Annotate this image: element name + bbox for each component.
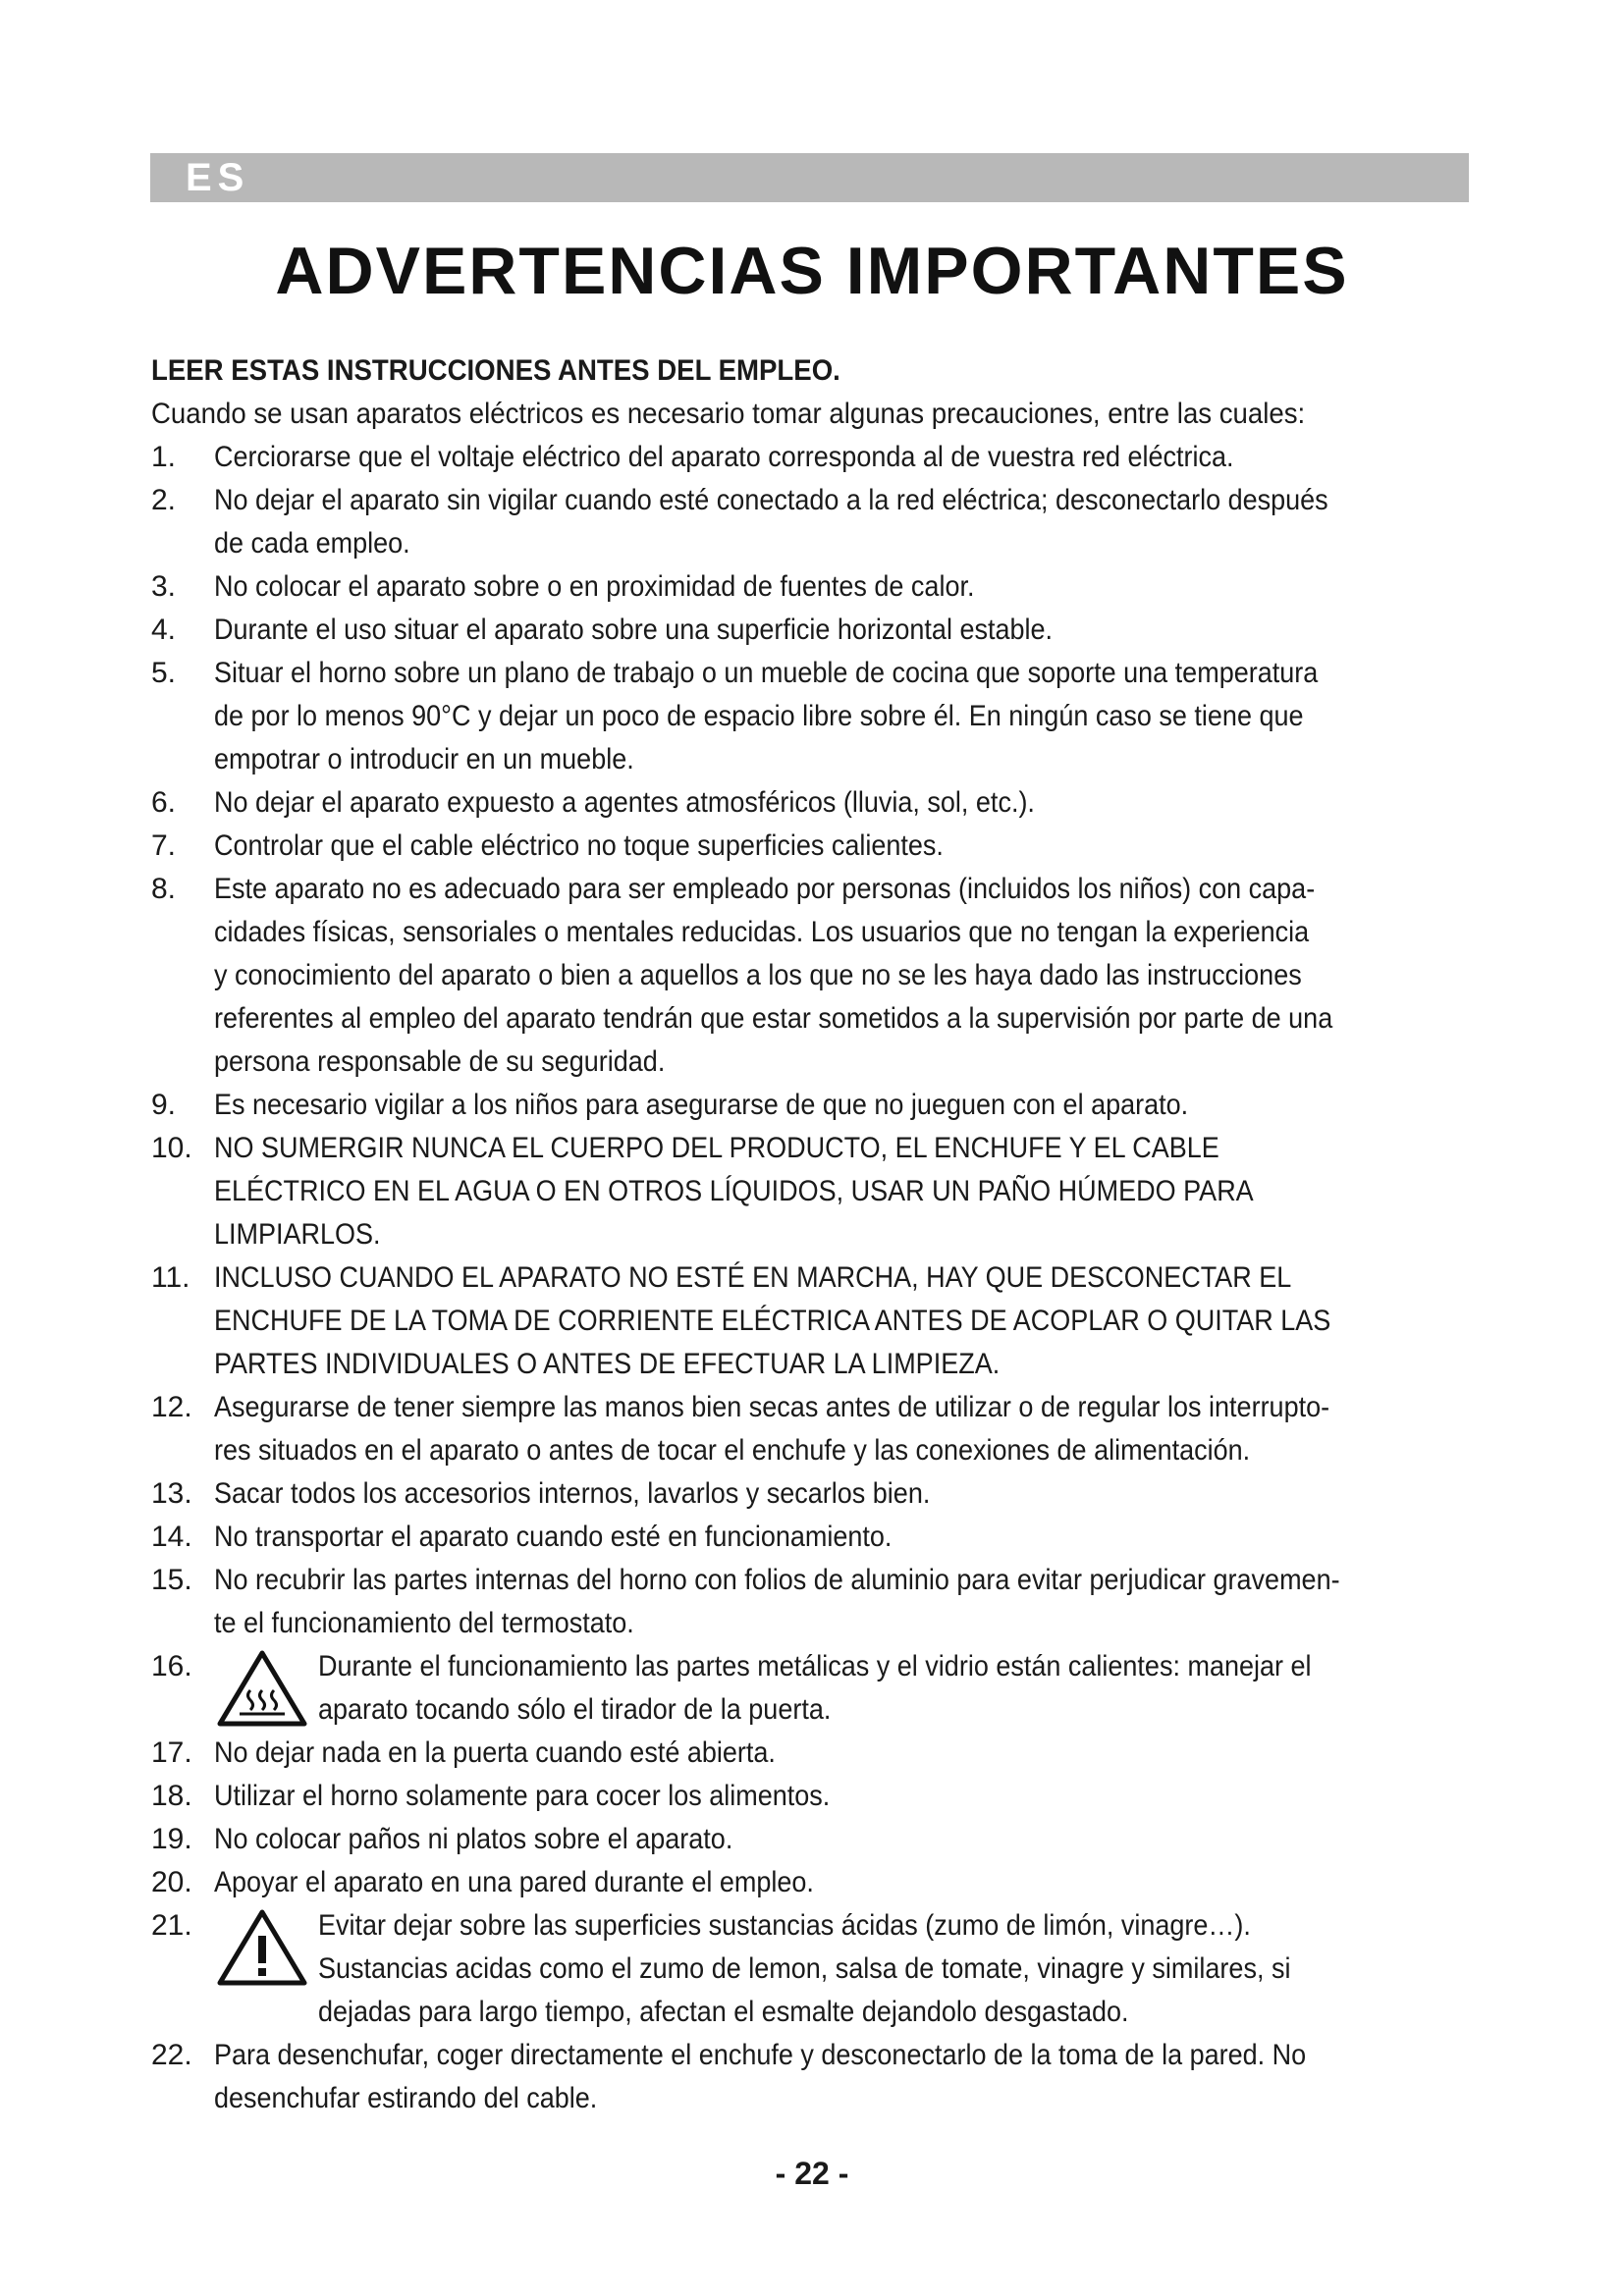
item-text [214,781,1545,825]
item-text [214,479,1545,565]
item-number: 20. [151,1866,192,1898]
page-number: - 22 - [775,2156,849,2191]
item-text [214,868,1545,1084]
item-line: Durante el funcionamiento las partes metálicas y el vidrio están calientes: manejar el [318,1650,1312,1682]
item-text [214,1256,1545,1386]
item-line: Sacar todos los accesorios internos, lavarlos y secarlos bien. [214,1477,931,1510]
item-line: Durante el uso situar el aparato sobre una superficie horizontal estable. [214,614,1054,646]
item-text [214,1127,1545,1256]
item-text [214,1732,1545,1775]
item-text [214,1818,1545,1861]
item-text [214,652,1545,781]
item-number: 17. [151,1736,192,1769]
list-item [151,479,1545,565]
list-item [151,1256,1545,1386]
warning-icon [216,1908,308,1987]
item-number: 5. [151,657,177,689]
item-line: Cerciorarse que el voltaje eléctrico del aparato corresponda al de vuestra red eléctrica. [214,441,1234,473]
language-code: ES [186,156,250,199]
list-item [151,1127,1545,1256]
item-text [214,1386,1545,1472]
item-line: Apoyar el aparato en una pared durante el empleo. [214,1866,814,1898]
item-number: 15. [151,1564,192,1596]
item-text [214,565,1545,609]
list-item [151,1472,1545,1516]
item-line: aparato tocando sólo el tirador de la puerta. [318,1693,832,1726]
item-number: 13. [151,1477,192,1510]
item-text [214,1775,1545,1818]
item-number: 12. [151,1391,192,1423]
item-line: dejadas para largo tiempo, afectan el esmalte dejandolo desgastado. [318,1996,1129,2028]
list-item [151,2034,1545,2120]
item-line: te el funcionamiento del termostato. [214,1607,634,1639]
list-item [151,1861,1545,1904]
list-item [151,1775,1545,1818]
item-number: 8. [151,873,177,905]
item-line: cidades físicas, sensoriales o mentales reducidas. Los usuarios que no tengan la experiencia [214,916,1310,948]
item-number: 10. [151,1132,192,1164]
intro-text: Cuando se usan aparatos eléctricos es necesario tomar algunas precauciones, entre las cuales: [151,398,1306,430]
item-line: LIMPIARLOS. [214,1218,381,1251]
list-item [151,1904,1545,2034]
item-line: Controlar que el cable eléctrico no toque superficies calientes. [214,829,944,862]
page-title: ADVERTENCIAS IMPORTANTES [275,234,1349,308]
list-item [151,609,1545,652]
item-number: 3. [151,570,177,603]
item-line: No colocar el aparato sobre o en proximidad de fuentes de calor. [214,570,975,603]
list-item [151,1084,1545,1127]
item-line: NO SUMERGIR NUNCA EL CUERPO DEL PRODUCTO, EL ENCHUFE Y EL CABLE [214,1132,1219,1164]
item-line: Es necesario vigilar a los niños para asegurarse de que no jueguen con el aparato. [214,1089,1189,1121]
item-line: res situados en el aparato o antes de tocar el enchufe y las conexiones de alimentación. [214,1434,1251,1467]
item-number: 19. [151,1823,192,1855]
item-text [214,1472,1545,1516]
item-text [318,1904,1545,2034]
item-number: 18. [151,1780,192,1812]
item-line: No dejar nada en la puerta cuando esté abierta. [214,1736,776,1769]
item-line: ELÉCTRICO EN EL AGUA O EN OTROS LÍQUIDOS, USAR UN PAÑO HÚMEDO PARA [214,1175,1254,1207]
item-number: 6. [151,786,177,819]
item-line: PARTES INDIVIDUALES O ANTES DE EFECTUAR LA LIMPIEZA. [214,1348,1001,1380]
item-number: 14. [151,1521,192,1553]
section-heading: LEER ESTAS INSTRUCCIONES ANTES DEL EMPLEO. [151,354,840,387]
item-line: referentes al empleo del aparato tendrán que estar sometidos a la supervisión por parte de una [214,1002,1333,1035]
item-line: Situar el horno sobre un plano de trabajo o un mueble de cocina que soporte una temperatura [214,657,1319,689]
item-line: No colocar paños ni platos sobre el aparato. [214,1823,733,1855]
item-text [214,1516,1545,1559]
hot-surface-icon [216,1649,308,1728]
list-item [151,1732,1545,1775]
list-item [151,652,1545,781]
item-line: desenchufar estirando del cable. [214,2082,598,2114]
warnings-content [151,349,1545,2120]
item-number: 7. [151,829,177,862]
item-line: Utilizar el horno solamente para cocer los alimentos. [214,1780,831,1812]
item-line: No dejar el aparato expuesto a agentes atmosféricos (lluvia, sol, etc.). [214,786,1035,819]
list-item [151,565,1545,609]
list-item [151,1559,1545,1645]
item-line: empotrar o introducir en un mueble. [214,743,634,775]
item-number: 1. [151,441,177,473]
item-line: de cada empleo. [214,527,410,560]
item-number: 4. [151,614,177,646]
item-text [318,1645,1545,1732]
item-line: Evitar dejar sobre las superficies sustancias ácidas (zumo de limón, vinagre…). [318,1909,1251,1942]
list-item [151,1818,1545,1861]
list-item [151,436,1545,479]
item-line: de por lo menos 90°C y dejar un poco de espacio libre sobre él. En ningún caso se tiene que [214,700,1304,732]
language-bar [150,153,1469,202]
item-line: persona responsable de su seguridad. [214,1045,666,1078]
item-text [214,1861,1545,1904]
item-number: 16. [151,1650,192,1682]
item-text [214,1559,1545,1645]
item-line: Para desenchufar, coger directamente el enchufe y desconectarlo de la toma de la pared. No [214,2039,1307,2071]
item-line: y conocimiento del aparato o bien a aquellos a los que no se les haya dado las instrucciones [214,959,1302,991]
list-item [151,1516,1545,1559]
item-line: No dejar el aparato sin vigilar cuando esté conectado a la red eléctrica; desconectarlo después [214,484,1328,516]
item-number: 2. [151,484,177,516]
item-text [214,436,1545,479]
list-item [151,825,1545,868]
list-item [151,1386,1545,1472]
item-text [214,609,1545,652]
item-number: 9. [151,1089,177,1121]
item-number: 11. [151,1261,190,1294]
item-line: No recubrir las partes internas del horno con folios de aluminio para evitar perjudicar gravemen- [214,1564,1340,1596]
list-item [151,1645,1545,1732]
item-line: No transportar el aparato cuando esté en funcionamiento. [214,1521,893,1553]
list-item [151,868,1545,1084]
item-text [214,1084,1545,1127]
item-text [214,2034,1545,2120]
item-number: 21. [151,1909,192,1942]
item-line: ENCHUFE DE LA TOMA DE CORRIENTE ELÉCTRICA ANTES DE ACOPLAR O QUITAR LAS [214,1305,1331,1337]
list-item [151,781,1545,825]
item-line: Asegurarse de tener siempre las manos bien secas antes de utilizar o de regular los interrupto- [214,1391,1330,1423]
item-line: INCLUSO CUANDO EL APARATO NO ESTÉ EN MARCHA, HAY QUE DESCONECTAR EL [214,1261,1292,1294]
item-number: 22. [151,2039,192,2071]
item-line: Este aparato no es adecuado para ser empleado por personas (incluidos los niños) con capa- [214,873,1316,905]
item-text [214,825,1545,868]
warnings-list [151,436,1545,2120]
item-line: Sustancias acidas como el zumo de lemon, salsa de tomate, vinagre y similares, si [318,1952,1291,1985]
